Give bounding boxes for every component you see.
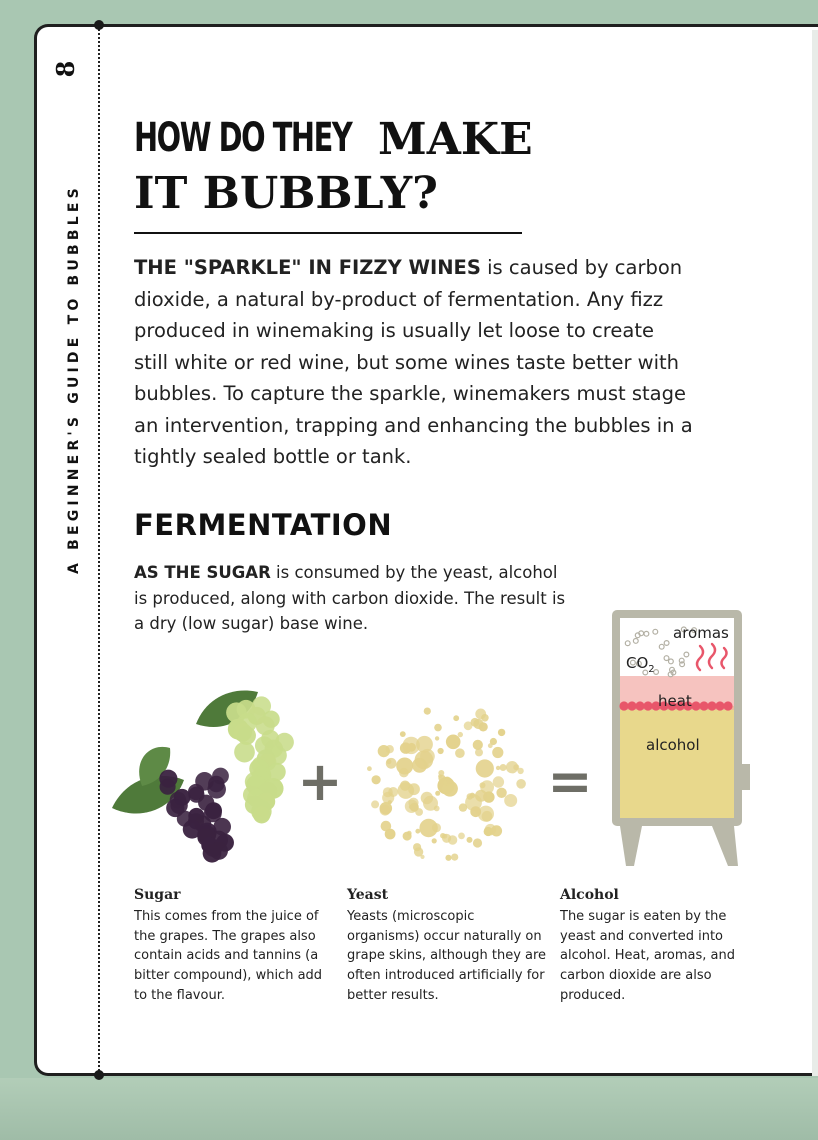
caption-body: Yeasts (microscopic organisms) occur naturally on grape skins, although they are often introduced artificially for better results. <box>347 908 547 1003</box>
page-number: 8 <box>51 60 80 78</box>
yeast-cell-icon <box>415 829 420 834</box>
plus-sign: + <box>297 750 343 813</box>
tank-label-alcohol: alcohol <box>646 736 700 754</box>
caption-heading: Alcohol <box>560 887 619 903</box>
heat-bubble-icon <box>627 701 636 710</box>
yeast-cell-icon <box>500 764 507 771</box>
title-line2: IT BUBBLY? <box>134 168 438 219</box>
yeast-cell-icon <box>470 806 481 817</box>
yeast-cell-icon <box>405 800 418 813</box>
yeast-cell-icon <box>388 800 392 804</box>
yeast-cell-icon <box>458 833 465 840</box>
yeast-cell-icon <box>467 837 473 843</box>
yeast-cell-icon <box>493 776 504 787</box>
heat-bubble-icon <box>635 701 644 710</box>
grape-icon <box>253 806 271 824</box>
intro-body: is caused by carbon dioxide, a natural by-product of fermentation. Any fizz produced in winemaking is usually let loose to create still white or red wine, but some wines taste better with bubbles. To capture the sparkle, winemakers must stage an intervention, trapping and enhancing the bubbles in a tightly sealed bottle or tank. <box>134 256 693 468</box>
yeast-cell-icon <box>424 708 431 715</box>
co2-text: CO <box>626 654 649 672</box>
yeast-cell-icon <box>438 775 445 782</box>
title-line1-a: HOW DO THEY <box>134 115 352 161</box>
yeast-cell-icon <box>438 748 444 754</box>
heat-bubble-icon <box>643 701 652 710</box>
equals-sign: = <box>547 750 593 813</box>
yeast-cell-icon <box>451 854 458 861</box>
tank-alcohol <box>620 706 734 818</box>
yeast-cell-icon <box>420 855 424 859</box>
yeast-cell-icon <box>476 759 494 777</box>
yeast-cell-icon <box>386 758 397 769</box>
heat-bubble-icon <box>699 701 708 710</box>
yeast-cell-icon <box>480 782 486 788</box>
yeast-cell-icon <box>416 736 433 753</box>
yeast-cell-icon <box>415 751 434 770</box>
yeast-cell-icon <box>383 787 393 797</box>
yeast-cell-icon <box>481 714 489 722</box>
caption-heading: Yeast <box>347 887 389 903</box>
yeast-cell-icon <box>458 732 463 737</box>
co2-subscript: 2 <box>648 664 655 675</box>
yeast-cell-icon <box>473 838 482 847</box>
tank-label-heat: heat <box>658 692 692 710</box>
yeast-cell-icon <box>435 736 439 740</box>
caption-heading: Sugar <box>134 887 181 903</box>
caption-alcohol <box>560 886 760 1006</box>
yeast-cell-icon <box>445 855 451 861</box>
yeast-cell-icon <box>455 748 465 758</box>
grape-icon <box>203 844 222 863</box>
yeast-cell-icon <box>380 805 391 816</box>
yeast-cell-icon <box>381 821 392 832</box>
yeast-cell-icon <box>367 766 372 771</box>
yeast-cell-icon <box>432 838 437 843</box>
yeast-cell-icon <box>464 721 473 730</box>
caption-yeast <box>347 886 547 1006</box>
yeast-cell-icon <box>498 729 505 736</box>
dark-grape-bunch <box>159 768 234 863</box>
yeast-cell-icon <box>442 834 447 839</box>
yeast-cell-icon <box>490 738 497 745</box>
yeast-cell-icon <box>372 775 381 784</box>
section-heading: FERMENTATION <box>134 508 393 542</box>
yeast-cluster <box>367 708 526 861</box>
fermentation-body: is consumed by the yeast, alcohol is produced, along with carbon dioxide. The result is a dry (low sugar) base wine. <box>134 563 566 633</box>
green-grape-bunch <box>226 696 294 823</box>
heat-bubble-icon <box>691 701 700 710</box>
tank-label-co2 <box>626 654 655 675</box>
yeast-cell-icon <box>400 731 406 737</box>
yeast-cell-icon <box>492 747 503 758</box>
caption-sugar <box>134 886 334 1006</box>
yeast-cell-icon <box>398 782 415 799</box>
yeast-cell-icon <box>517 768 523 774</box>
title-line1-b: MAKE <box>378 114 533 165</box>
yeast-cell-icon <box>396 758 413 775</box>
tank-leg-left <box>620 826 642 866</box>
fermentation-lead: AS THE SUGAR <box>134 563 271 582</box>
yeast-cell-icon <box>413 843 421 851</box>
caption-body: The sugar is eaten by the yeast and converted into alcohol. Heat, aromas, and carbon dioxide are also produced. <box>560 908 735 1003</box>
yeast-cell-icon <box>491 825 502 836</box>
yeast-cell-icon <box>496 788 506 798</box>
tank-tap <box>742 764 750 790</box>
heat-bubble-icon <box>715 701 724 710</box>
heat-bubble-icon <box>619 701 628 710</box>
yeast-cell-icon <box>473 719 483 729</box>
tank-label-aromas: aromas <box>673 624 729 642</box>
caption-body: This comes from the juice of the grapes. The grapes also contain acids and tannins (a bitter compound), which add to the flavour. <box>134 908 323 1003</box>
yeast-cell-icon <box>434 724 442 732</box>
yeast-cell-icon <box>453 715 459 721</box>
running-head: A BEGINNER'S GUIDE TO BUBBLES <box>66 184 82 574</box>
yeast-cell-icon <box>446 735 461 750</box>
yeast-cell-icon <box>378 745 390 757</box>
grapes-illustration <box>112 690 294 862</box>
grape-icon <box>234 742 255 763</box>
intro-lead: THE "SPARKLE" IN FIZZY WINES <box>134 256 481 279</box>
yeast-cell-icon <box>435 791 440 796</box>
yeast-cell-icon <box>448 835 457 844</box>
yeast-cell-icon <box>516 779 526 789</box>
yeast-cell-icon <box>473 740 483 750</box>
tank-leg-right <box>712 826 738 866</box>
yeast-cell-icon <box>434 806 440 812</box>
yeast-cell-icon <box>419 819 437 837</box>
yeast-cell-icon <box>403 832 412 841</box>
heat-bubble-icon <box>723 701 732 710</box>
yeast-cell-icon <box>504 794 517 807</box>
heat-bubble-icon <box>707 701 716 710</box>
grape-icon <box>160 779 176 795</box>
yeast-cell-icon <box>447 779 453 785</box>
yeast-cell-icon <box>371 800 379 808</box>
